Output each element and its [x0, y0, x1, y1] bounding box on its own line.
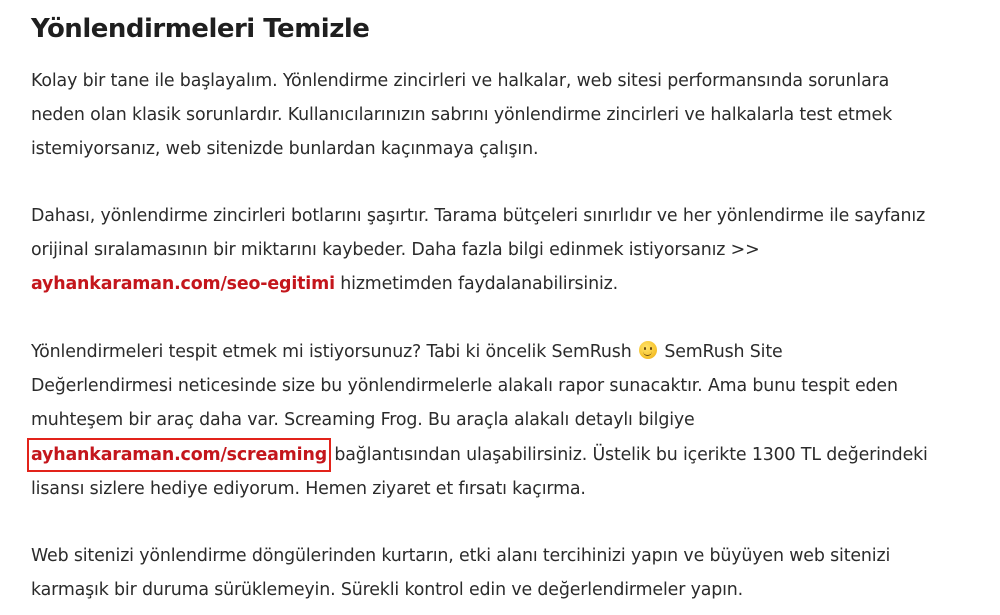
paragraph-detect-redirects	[31, 335, 928, 506]
section-heading: Yönlendirmeleri Temizle	[31, 14, 370, 44]
paragraph-intro	[31, 64, 892, 167]
paragraph-conclusion	[31, 539, 890, 607]
paragraph-line: neden olan klasik sorunlardır. Kullanıcılarınızın sabrını yönlendirme zincirleri ve halkalarla test etmek	[31, 105, 892, 126]
seo-egitimi-link[interactable]: ayhankaraman.com/seo-egitimi	[31, 274, 335, 295]
article-body	[31, 0, 971, 601]
paragraph-line: Kolay bir tane ile başlayalım. Yönlendirme zincirleri ve halkalar, web sitesi performansında sorunlara	[31, 71, 890, 91]
paragraph-text: hizmetimden faydalanabilirsiniz.	[334, 274, 618, 295]
paragraph-line: lisansı sizlere hediye ediyorum. Hemen ziyaret et fırsatı kaçırma.	[31, 478, 586, 499]
paragraph-line: muhteşem bir araç daha var. Screaming Frog. Bu araçla alakalı detaylı bilgiye	[31, 410, 695, 431]
paragraph-line: Değerlendirmesi neticesinde size bu yönlendirmelerle alakalı rapor sunacaktır. Ama bunu tespit eden	[31, 376, 898, 397]
paragraph-line	[31, 335, 928, 369]
paragraph-line: Dahası, yönlendirme zincirleri botlarını şaşırtır. Tarama bütçeleri sınırlıdır ve her yönlendirme ile sayfanız	[31, 206, 926, 226]
paragraph-text: SemRush Site	[658, 342, 783, 362]
paragraph-text: bağlantısından ulaşabilirsiniz. Üstelik bu içerikte 1300 TL değerindeki	[329, 444, 928, 465]
paragraph-line	[31, 267, 925, 301]
slightly-smiling-face-icon	[639, 341, 657, 359]
paragraph-line: Web sitenizi yönlendirme döngülerinden kurtarın, etki alanı tercihinizi yapın ve büyüyen web sitenizi	[31, 546, 891, 566]
paragraph-redirect-chains	[31, 199, 925, 302]
paragraph-line: orijinal sıralamasının bir miktarını kaybeder. Daha fazla bilgi edinmek istiyorsanız >>	[31, 240, 760, 261]
screaming-link[interactable]: ayhankaraman.com/screaming	[31, 442, 327, 468]
paragraph-text: Yönlendirmeleri tespit etmek mi istiyorsunuz? Tabi ki öncelik SemRush	[31, 342, 637, 362]
paragraph-line: istemiyorsanız, web sitenizde bunlardan kaçınmaya çalışın.	[31, 139, 539, 160]
paragraph-line: karmaşık bir duruma sürüklemeyin. Sürekli kontrol edin ve değerlendirmeler yapın.	[31, 580, 744, 601]
paragraph-line	[31, 438, 928, 472]
